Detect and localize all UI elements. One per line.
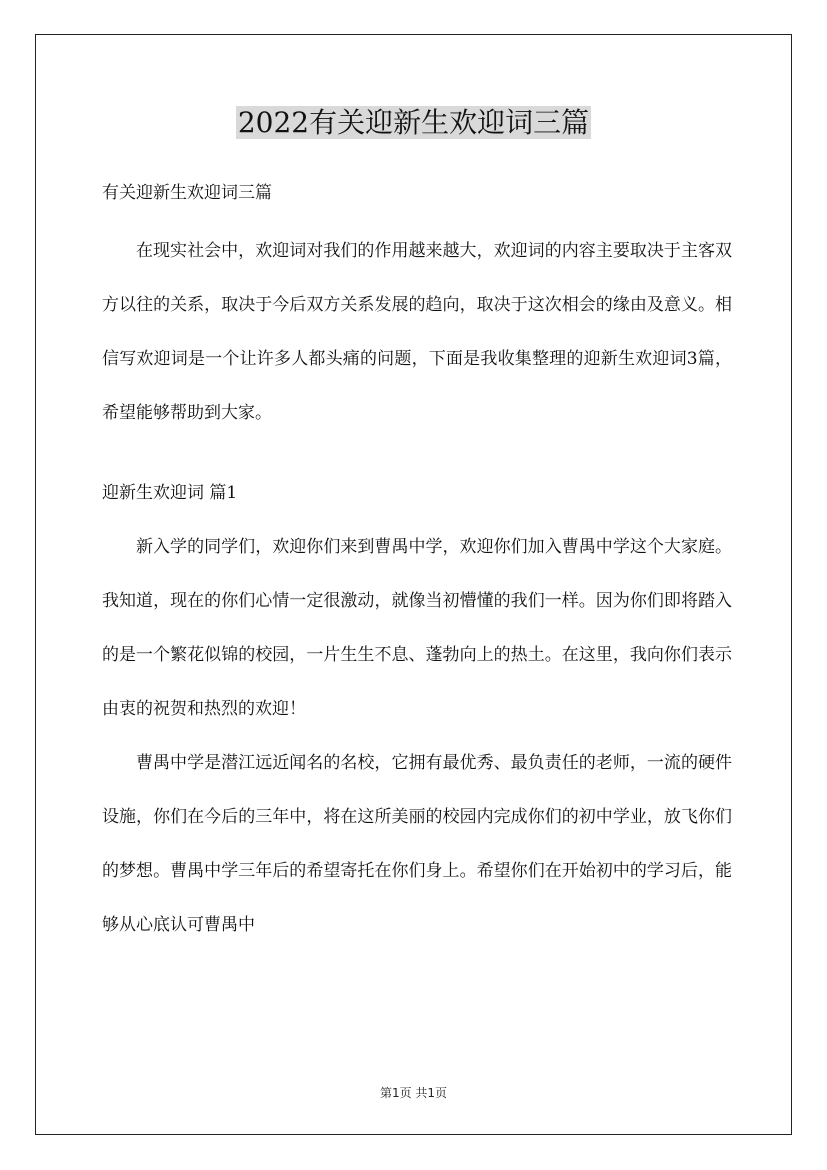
section-heading: 迎新生欢迎词 篇1 <box>102 483 238 503</box>
document-title <box>0 104 827 142</box>
section-paragraph-1: 新入学的同学们，欢迎你们来到曹禺中学，欢迎你们加入曹禺中学这个大家庭。我知道，现在的你们心情一定很激动，就像当初懵懂的我们一样。因为你们即将踏入的是一个繁花似锦的校园，一片生生不息、蓬勃向上的热土。在这里，我向你们表示由衷的祝贺和热烈的欢迎！ <box>102 537 732 719</box>
section-paragraph-2: 曹禺中学是潜江远近闻名的名校，它拥有最优秀、最负责任的老师，一流的硬件设施，你们在今后的三年中，将在这所美丽的校园内完成你们的初中学业，放飞你们的梦想。曹禺中学三年后的希望寄托在你们身上。希望你们在开始初中的学习后，能够从心底认可曹禺中 <box>102 753 732 935</box>
document-body <box>102 178 732 952</box>
section-spacer <box>102 440 732 478</box>
subtitle: 有关迎新生欢迎词三篇 <box>102 183 272 203</box>
page-footer: 第1页 共1页 <box>379 1086 448 1100</box>
intro-paragraph: 在现实社会中，欢迎词对我们的作用越来越大，欢迎词的内容主要取决于主客双方以往的关系，取决于今后双方关系发展的趋向，取决于这次相会的缘由及意义。相信写欢迎词是一个让许多人都头痛的问题，下面是我收集整理的迎新生欢迎词3篇，希望能够帮助到大家。 <box>102 241 732 423</box>
document-title-text: 2022有关迎新生欢迎词三篇 <box>237 106 590 139</box>
